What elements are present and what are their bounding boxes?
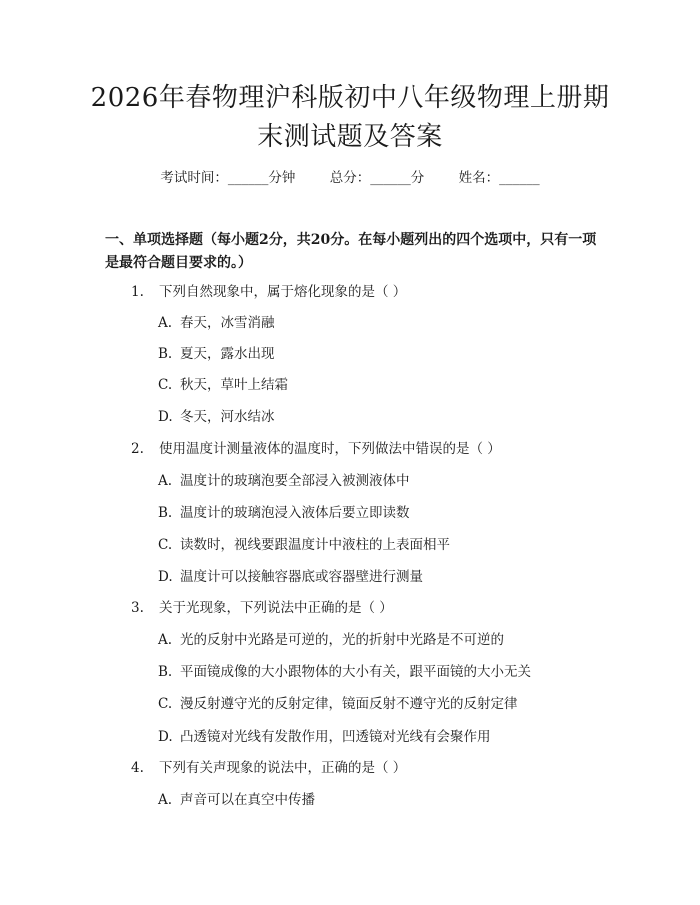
document-title-line-1: 2026年春物理沪科版初中八年级物理上册期 — [90, 83, 610, 113]
option-letter: A. — [158, 792, 173, 808]
option-4a — [158, 791, 315, 809]
question-1 — [131, 283, 406, 301]
option-letter: B. — [158, 505, 173, 521]
option-letter: A. — [158, 315, 173, 331]
option-3b — [158, 663, 531, 681]
section-heading: 一、单项选择题（每小题2分，共20分。在每小题列出的四个选项中，只有一项是最符合题目要求的。） — [105, 232, 597, 271]
question-number: 4. — [131, 760, 144, 776]
exam-time-blank: ______ — [227, 170, 269, 186]
question-number: 3. — [131, 600, 144, 616]
student-name-blank: ______ — [499, 170, 540, 186]
option-text: 冬天，河水结冰 — [180, 409, 275, 425]
option-3a — [158, 631, 504, 649]
option-text: 凸透镜对光线有发散作用，凹透镜对光线有会聚作用 — [180, 729, 491, 745]
option-2b — [158, 504, 410, 522]
option-1b — [158, 345, 275, 363]
option-text: 声音可以在真空中传播 — [180, 792, 315, 808]
total-score-blank: ______ — [370, 170, 411, 186]
total-score-label: 总分： — [329, 170, 371, 186]
option-3d — [158, 728, 491, 746]
option-2c — [158, 536, 450, 554]
option-text: 温度计的玻璃泡要全部浸入被测液体中 — [180, 473, 410, 489]
option-letter: C. — [158, 537, 173, 553]
option-text: 温度计的玻璃泡浸入液体后要立即读数 — [180, 505, 410, 521]
option-text: 夏天，露水出现 — [180, 346, 275, 362]
option-3c — [158, 695, 518, 713]
total-score-unit: 分 — [410, 170, 425, 186]
option-text: 光的反射中光路是可逆的，光的折射中光路是不可逆的 — [180, 632, 504, 648]
question-text: 下列有关声现象的说法中，正确的是（ ） — [159, 760, 407, 776]
option-text: 温度计可以接触容器底或容器壁进行测量 — [180, 569, 423, 585]
option-2d — [158, 568, 423, 586]
option-letter: D. — [158, 409, 173, 425]
option-text: 春天，冰雪消融 — [180, 315, 275, 331]
option-letter: D. — [158, 729, 173, 745]
option-1d — [158, 408, 275, 426]
exam-time-label: 考试时间： — [160, 170, 228, 186]
question-text: 使用温度计测量液体的温度时，下列做法中错误的是（ ） — [159, 441, 501, 457]
option-letter: D. — [158, 569, 173, 585]
option-text: 漫反射遵守光的反射定律，镜面反射不遵守光的反射定律 — [180, 696, 518, 712]
exam-info-line — [0, 166, 700, 186]
option-1c — [158, 376, 288, 394]
option-letter: B. — [158, 664, 173, 680]
question-3 — [131, 599, 393, 617]
option-letter: A. — [158, 632, 173, 648]
option-1a — [158, 314, 275, 332]
question-text: 关于光现象，下列说法中正确的是（ ） — [159, 600, 393, 616]
document-title-line-2: 末测试题及答案 — [257, 122, 443, 152]
question-number: 2. — [131, 441, 144, 457]
option-text: 秋天，草叶上结霜 — [180, 377, 288, 393]
option-text: 读数时，视线要跟温度计中液柱的上表面相平 — [180, 537, 450, 553]
option-letter: B. — [158, 346, 173, 362]
option-letter: C. — [158, 377, 173, 393]
option-2a — [158, 472, 410, 490]
student-name-label: 姓名： — [458, 170, 500, 186]
option-letter: A. — [158, 473, 173, 489]
question-2 — [131, 440, 501, 458]
question-number: 1. — [131, 284, 144, 300]
option-letter: C. — [158, 696, 173, 712]
question-text: 下列自然现象中，属于熔化现象的是（ ） — [159, 284, 407, 300]
question-4 — [131, 759, 406, 777]
exam-time-unit: 分钟 — [268, 170, 296, 186]
option-text: 平面镜成像的大小跟物体的大小有关，跟平面镜的大小无关 — [180, 664, 531, 680]
